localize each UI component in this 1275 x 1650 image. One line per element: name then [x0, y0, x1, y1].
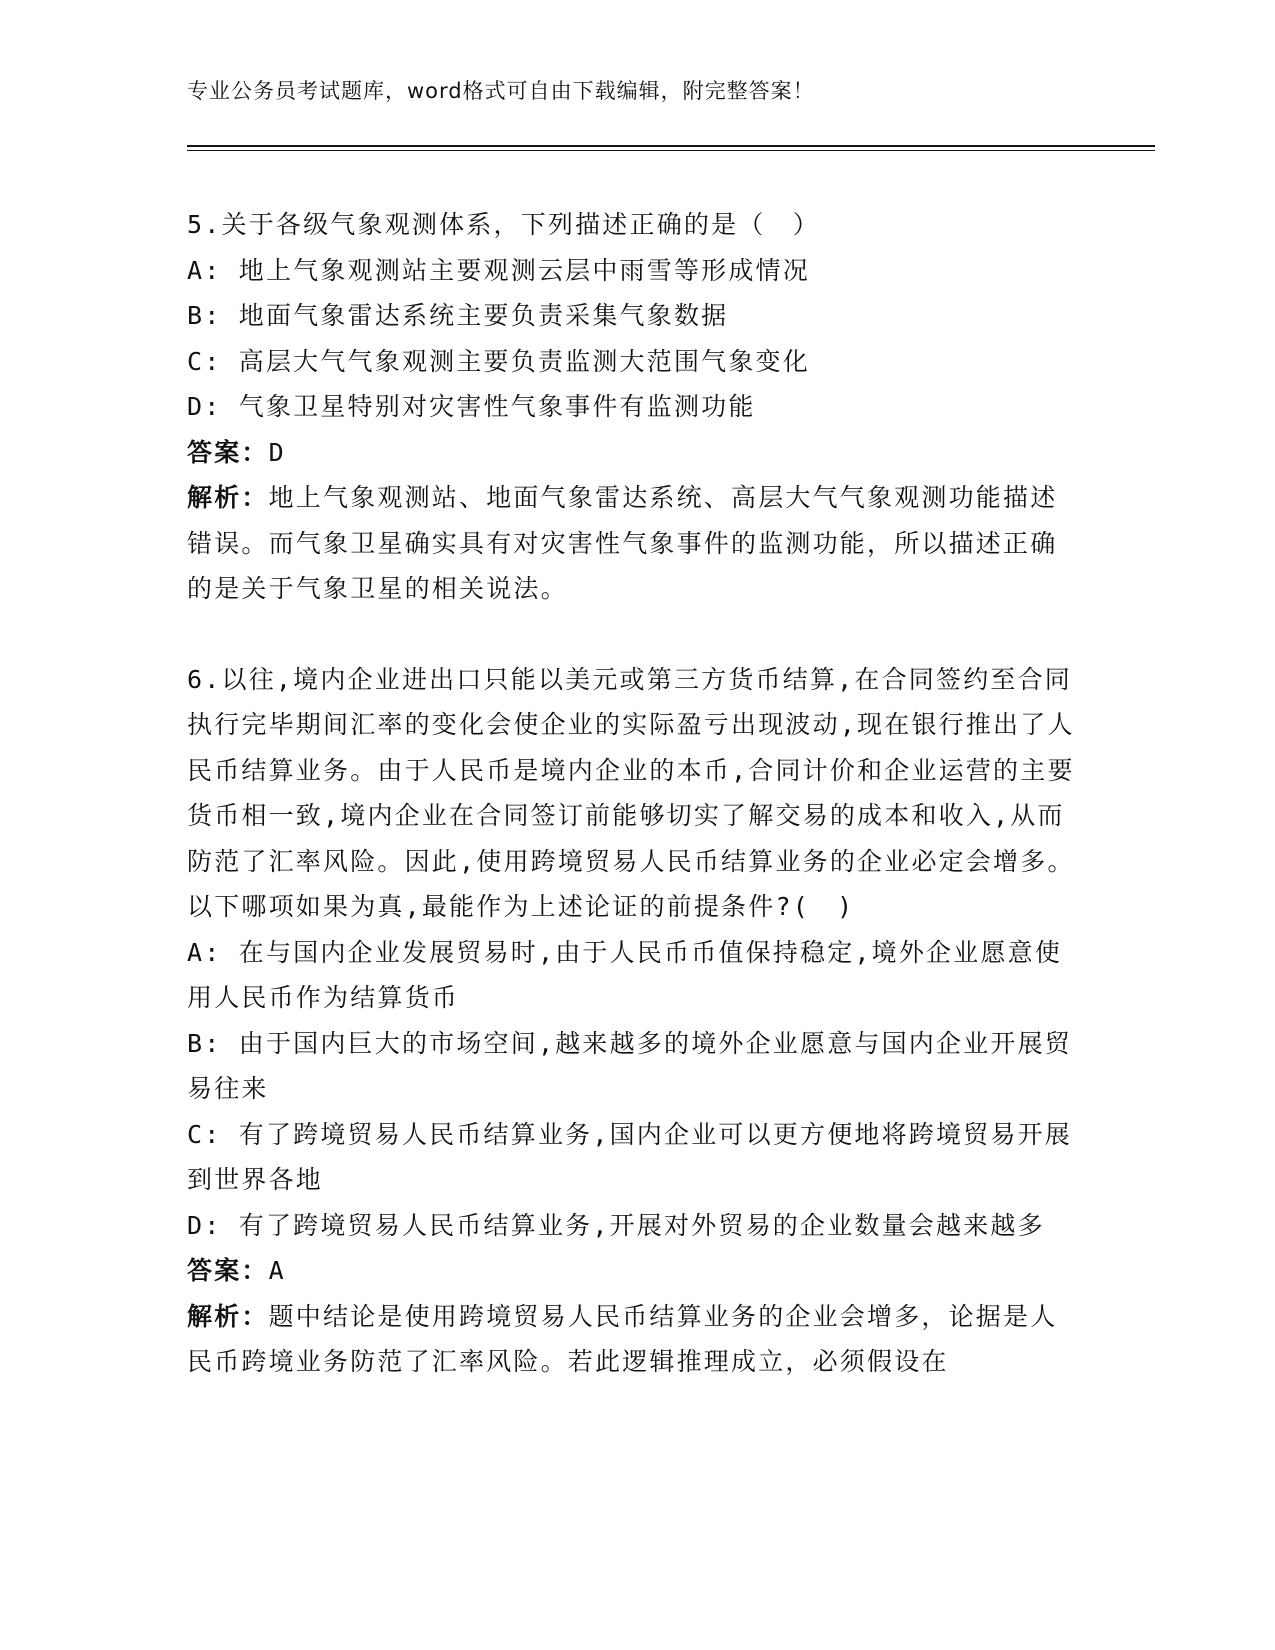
question-stem: 5.关于各级气象观测体系，下列描述正确的是（ ）: [187, 210, 820, 239]
analysis-text: 题中结论是使用跨境贸易人民币结算业务的企业会增多，论据是人民币跨境业务防范了汇率风险。若此逻辑推理成立，必须假设在: [187, 1301, 1058, 1376]
option-c: C: 有了跨境贸易人民币结算业务,国内企业可以更方便地将跨境贸易开展到世界各地: [187, 1119, 1073, 1194]
option-d: D: 有了跨境贸易人民币结算业务,开展对外贸易的企业数量会越来越多: [187, 1210, 1045, 1240]
answer-label: 答案：: [187, 1256, 269, 1285]
answer-label: 答案：: [187, 437, 269, 467]
question-6: [187, 657, 1077, 1385]
answer-value: D: [268, 437, 286, 467]
option-b: B: 由于国内巨大的市场空间,越来越多的境外企业愿意与国内企业开展贸易往来: [187, 1028, 1073, 1103]
question-stem: 6.以往,境内企业进出口只能以美元或第三方货币结算,在合同签约至合同执行完毕期间汇率的变化会使企业的实际盈亏出现波动,现在银行推出了人民币结算业务。由于人民币是境内企业的本币,合同计价和企业运营的主要货币相一致,境内企业在合同签订前能够切实了解交易的成本和收入,从而防范了汇率风险。因此,使用跨境贸易人民币结算业务的企业必定会增多。以下哪项如果为真,最能作为上述论证的前提条件?( ): [187, 664, 1075, 921]
analysis-paragraph: [187, 1294, 1077, 1385]
analysis-text: 地上气象观测站、地面气象雷达系统、高层大气气象观测功能描述错误。而气象卫星确实具有对灾害性气象事件的监测功能，所以描述正确的是关于气象卫星的相关说法。: [187, 483, 1058, 603]
question-5: [187, 202, 1077, 612]
answer-line: [187, 430, 1077, 476]
option-a: A: 地上气象观测站主要观测云层中雨雪等形成情况: [187, 255, 810, 285]
option-c: C: 高层大气气象观测主要负责监测大范围气象变化: [187, 346, 810, 376]
question-spacer: [187, 612, 1077, 657]
option-a: A: 在与国内企业发展贸易时,由于人民币币值保持稳定,境外企业愿意使用人民币作为结算货币: [187, 937, 1063, 1012]
answer-line: [187, 1248, 1077, 1294]
analysis-paragraph: [187, 475, 1077, 612]
option-d: D: 气象卫星特别对灾害性气象事件有监测功能: [187, 392, 756, 421]
analysis-label: 解析：: [187, 1301, 269, 1331]
option-b: B: 地面气象雷达系统主要负责采集气象数据: [187, 301, 729, 330]
document-body: [187, 202, 1077, 1385]
answer-value: A: [268, 1256, 286, 1285]
analysis-label: 解析：: [187, 483, 269, 512]
header-divider: [187, 145, 1155, 151]
header-text: 专业公务员考试题库，word格式可自由下载编辑，附完整答案！: [187, 79, 815, 103]
